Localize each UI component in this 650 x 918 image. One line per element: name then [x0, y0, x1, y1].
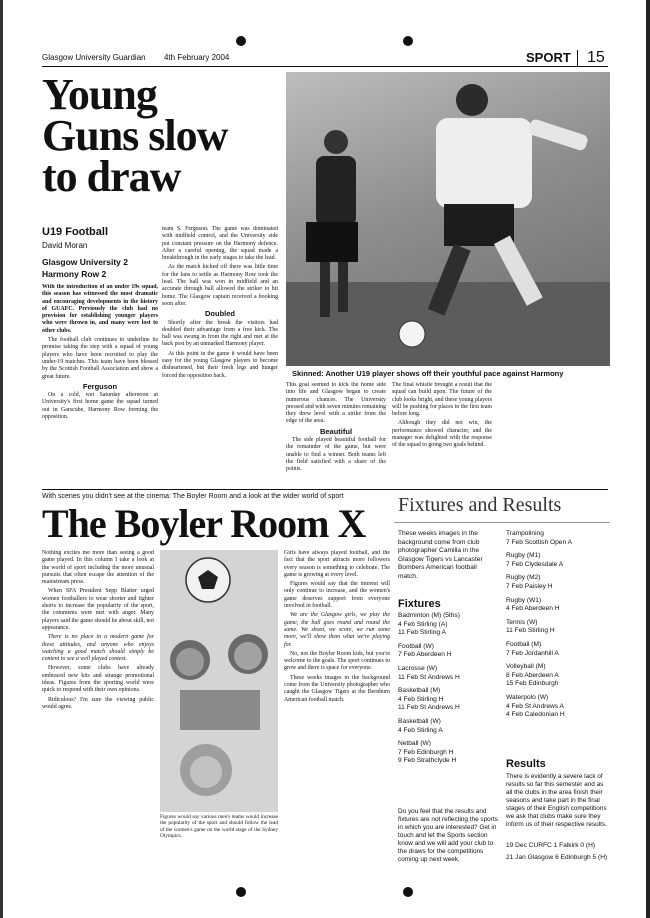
article-body [42, 284, 158, 490]
fixture-block [506, 574, 610, 591]
fixture-line: 7 Feb Jordanhill A [506, 649, 559, 657]
headline-line: Guns slow [42, 111, 228, 160]
fixtures-heading: Fixtures [398, 598, 441, 610]
fixture-line: 15 Feb Edinburgh [506, 680, 559, 688]
article-paragraph: The final whistle brought a result that the squad can build upon. The future of the club looks bright, and these young players will be pushing for places in the first team before long. [392, 382, 492, 418]
fixture-club: Trampolining [506, 530, 544, 537]
lead-column-3 [286, 382, 386, 486]
fixture-club: Basketball (M) [398, 687, 441, 695]
article-paragraph: When SFA President Sepp Blatter urged women footballers to wear shorter and tighter shorts to increase the popularity of the sport, the comments were met with anger. Many players said the game should be about skill, not appearance. [42, 588, 154, 631]
fixture-line: 7 Feb Clydesdale A [506, 560, 564, 568]
fixture-club: Rugby (M1) [506, 552, 541, 560]
sport-kicker: U19 Football [42, 226, 109, 238]
fixture-block [398, 665, 498, 682]
children-football-illustration [160, 550, 278, 812]
article-intro: With the introduction of an under 19s squad, this season has witnessed the most dramatic and encouraging developments in the history of GUAFC. Previously the club had no provision for establishing younger players who were thrown in, and many were lost to other clubs. [42, 284, 158, 334]
page-number: 15 [587, 49, 605, 66]
results-text: There is evidently a severe lack of results so far this semester and as all the clubs in the area finish their seasons and take part in the final stages of their English competitions we ask that clubs make sure they inform us of their respective results. [506, 773, 607, 828]
article-verse: We are the Glasgow girls, we play the game, the ball goes round and round the same. We shoot, we score, we run some more, we'll show them what we're playing for. [284, 612, 390, 648]
fixture-line: 4 Feb Stirling A [398, 726, 443, 734]
fixtures-right-list [506, 530, 610, 725]
fixture-line: 7 Feb Aberdeen H [398, 651, 452, 659]
fixture-line: 8 Feb Aberdeen A [506, 671, 559, 679]
article-paragraph: Although they did not win, the performance showed character, and the manager was delighted with the response of the squad to going two goals behind. [392, 420, 492, 449]
article-paragraph: Girls have always played football, and the fact that the sport attracts more followers every season is something to celebrate. The game is growing at every level. [284, 550, 390, 578]
fixtures-title: Fixtures and Results [398, 494, 562, 516]
article-paragraph: The side played beautiful football for the remainder of the game, but were unable to find a winner. Both teams left the field satisfied with a share of the points. [286, 437, 386, 473]
results-list [506, 842, 612, 862]
football-photo [286, 72, 610, 366]
fixture-line: 11 Feb St Andrews H [398, 673, 460, 681]
fixture-club: Rugby (M2) [506, 574, 541, 582]
lead-column-2 [162, 226, 278, 486]
lead-column-1 [42, 226, 158, 490]
article-paragraph: This goal seemed to kick the home side into life and Glasgow began to create numerous chances. The University pressed and with seven minutes remaining they drew level with a strike from the edge of the area. [286, 382, 386, 425]
article-paragraph: As the match kicked off there was little time for the fans to settle as Harmony Row took the lead. The ball was won in midfield and an accurate through ball allowed the striker to hit home. The Glasgow captain received a booking soon after. [162, 264, 278, 307]
fixture-line: 4 Feb Stirling H [398, 695, 444, 703]
header-rule [42, 66, 608, 67]
fixture-club: Volleyball (M) [506, 663, 546, 671]
fixture-club: Football (W) [398, 642, 434, 650]
result-line: 21 Jan Glasgow 6 Edinburgh 5 (H) [506, 853, 608, 861]
fixture-line: 9 Feb Strathclyde H [398, 757, 457, 765]
punch-hole [403, 36, 413, 46]
fixture-block [506, 552, 610, 569]
fixture-block [398, 687, 498, 713]
article-paragraph: However, some clubs have already embraced new kits and strange promotional ideas. Figures from the sporting world were quick to respond with their own opinions. [42, 665, 154, 694]
punch-hole [236, 36, 246, 46]
article-subhead: Ferguson [82, 381, 118, 391]
fixture-line: 7 Feb Edinburgh H [398, 748, 454, 756]
fixture-club: Rugby (W1) [506, 596, 542, 604]
fixture-club: Waterpolo (W) [506, 693, 549, 701]
article-paragraph: Figures would say that the interest will only continue to increase, and the women's game deserves support from everyone involved in football. [284, 581, 390, 610]
score-away: Harmony Row 2 [42, 269, 107, 279]
fixture-block [506, 530, 610, 547]
boyler-room-title: The Boyler Room X [42, 501, 366, 546]
publication-name: Glasgow University Guardian [42, 53, 146, 62]
football-players-illustration [286, 72, 610, 366]
boyler-strapline: With scenes you didn't see at the cinema: The Boyler Room and a look at the wider world of sport [42, 493, 344, 500]
fixture-block [506, 663, 610, 689]
fixture-club: Tennis (W) [506, 618, 538, 626]
scan-edge-left [0, 0, 3, 918]
fixture-line: 4 Feb Aberdeen H [506, 605, 560, 613]
article-paragraph: Nothing excites me more than seeing a good game played. In this column I take a look at the world of sport including the more unusual pursuits that often escape the attention of the mainstream press. [42, 550, 154, 586]
fixture-club: Netball (W) [398, 740, 431, 748]
fixture-club: Football (M) [506, 640, 542, 648]
headline-line: Young [42, 70, 157, 119]
fixtures-left-list [398, 612, 498, 771]
article-paragraph: Shortly after the break the visitors had doubled their advantage from a free kick. The ball was swung in from the right and met at the back post by an unmarked Harmony player. [162, 319, 278, 348]
article-paragraph: No, not the Boyler Room kids, but you're welcome to the goals. The sport continues to grow and there is space for everyone. [284, 650, 390, 672]
header-divider [577, 50, 578, 66]
article-subhead: Beautiful [319, 426, 353, 436]
fixture-block [506, 641, 610, 658]
fixture-block [398, 740, 498, 766]
byline: David Moran [42, 241, 88, 250]
article-paragraph: These weeks images in the background come from the University photographer who caught the Glasgow Tigers at the Bernburn American football match. [284, 674, 390, 703]
fixture-club: Badminton (M) (5ths) [398, 612, 460, 619]
fixture-line: 4 Feb Caledonian H [506, 711, 565, 719]
fixtures-header-box [394, 492, 610, 523]
punch-hole [236, 887, 246, 897]
fixture-block [506, 619, 610, 636]
lead-headline [42, 70, 282, 201]
boyler-column-1 [42, 550, 154, 863]
lead-column-4 [392, 382, 492, 486]
fixtures-intro: These weeks images in the background come from club photographer Camilla in the Glasgow Tigers vs Lancaster Bombers American football match. [398, 530, 483, 580]
boyler-photo-caption: Figures would say various men's teams would increase the popularity of the sport and should follow the lead of the women's game on the world stage of the Sydney Olympics. [160, 814, 278, 839]
fixture-block [398, 643, 498, 660]
scan-edge-right [646, 0, 650, 918]
article-paragraph: On a cold, wet Saturday afternoon at University's first home game the squad turned out in Garscube, Harmony Row forming the opposition. [42, 392, 158, 421]
article-paragraph: Ridiculous? I'm sure the viewing public would agree. [42, 696, 154, 710]
article-paragraph: At this point in the game it would have been easy for the young Glasgow players to become disheartened, but their fresh legs and hunger forced the opposition back. [162, 350, 278, 379]
fixture-club: Basketball (W) [398, 717, 441, 725]
headline-line: to draw [42, 152, 181, 201]
fixture-line: 7 Feb Scottish Open A [506, 538, 572, 546]
issue-date: 4th February 2004 [164, 53, 230, 62]
punch-hole [403, 887, 413, 897]
section-label: SPORT [526, 50, 571, 65]
article-quote: There is no place in a modern game for these attitudes, and anyone who enjoys watching a good match should simply be content to see a well played contest. [42, 634, 154, 663]
article-paragraph: The football club continues to underline its promise taking the step with a squad of young players who have been recruited to play the under-19 matches. This team have been blessed by the Scottish Football Association and show a great future. [42, 337, 158, 380]
result-line: 19 Dec CURFC 1 Falkirk 0 (H) [506, 842, 596, 849]
article-subhead: Doubled [205, 309, 235, 319]
boyler-photo-collage [160, 550, 278, 812]
results-heading: Results [506, 758, 546, 770]
fixture-block [506, 597, 610, 614]
fixture-block [398, 612, 498, 638]
score-home: Glasgow University 2 [42, 257, 128, 267]
lead-photo-caption: Skinned: Another U19 player shows off their youthful pace against Harmony [292, 369, 564, 378]
fixture-block [506, 694, 610, 720]
fixtures-closing-note: Do you feel that the results and fixtures are not reflecting the sports in which you are interested? Get in touch and let the Sports section know and we will add your club to the draws for the competitions coming up next week. [398, 808, 498, 863]
section-rule [42, 489, 608, 490]
fixture-block [398, 718, 498, 735]
fixture-line: 11 Feb Stirling H [506, 627, 555, 635]
article-paragraph: team S. Ferguson. The game was dominated with midfield control, and the University side put constant pressure on the Harmony defence. After a careful opening, the squad made a breakthrough in the early stages to take the lead. [162, 226, 278, 262]
fixture-line: 4 Feb Stirling (A) [398, 620, 448, 628]
fixture-line: 11 Feb St Andrews H [398, 704, 460, 712]
fixture-line: 4 Feb St Andrews A [506, 702, 564, 710]
fixture-line: 7 Feb Paisley H [506, 582, 553, 590]
fixture-line: 11 Feb Stirling A [398, 629, 446, 637]
boyler-column-3 [284, 550, 390, 863]
fixture-club: Lacrosse (W) [398, 664, 438, 672]
